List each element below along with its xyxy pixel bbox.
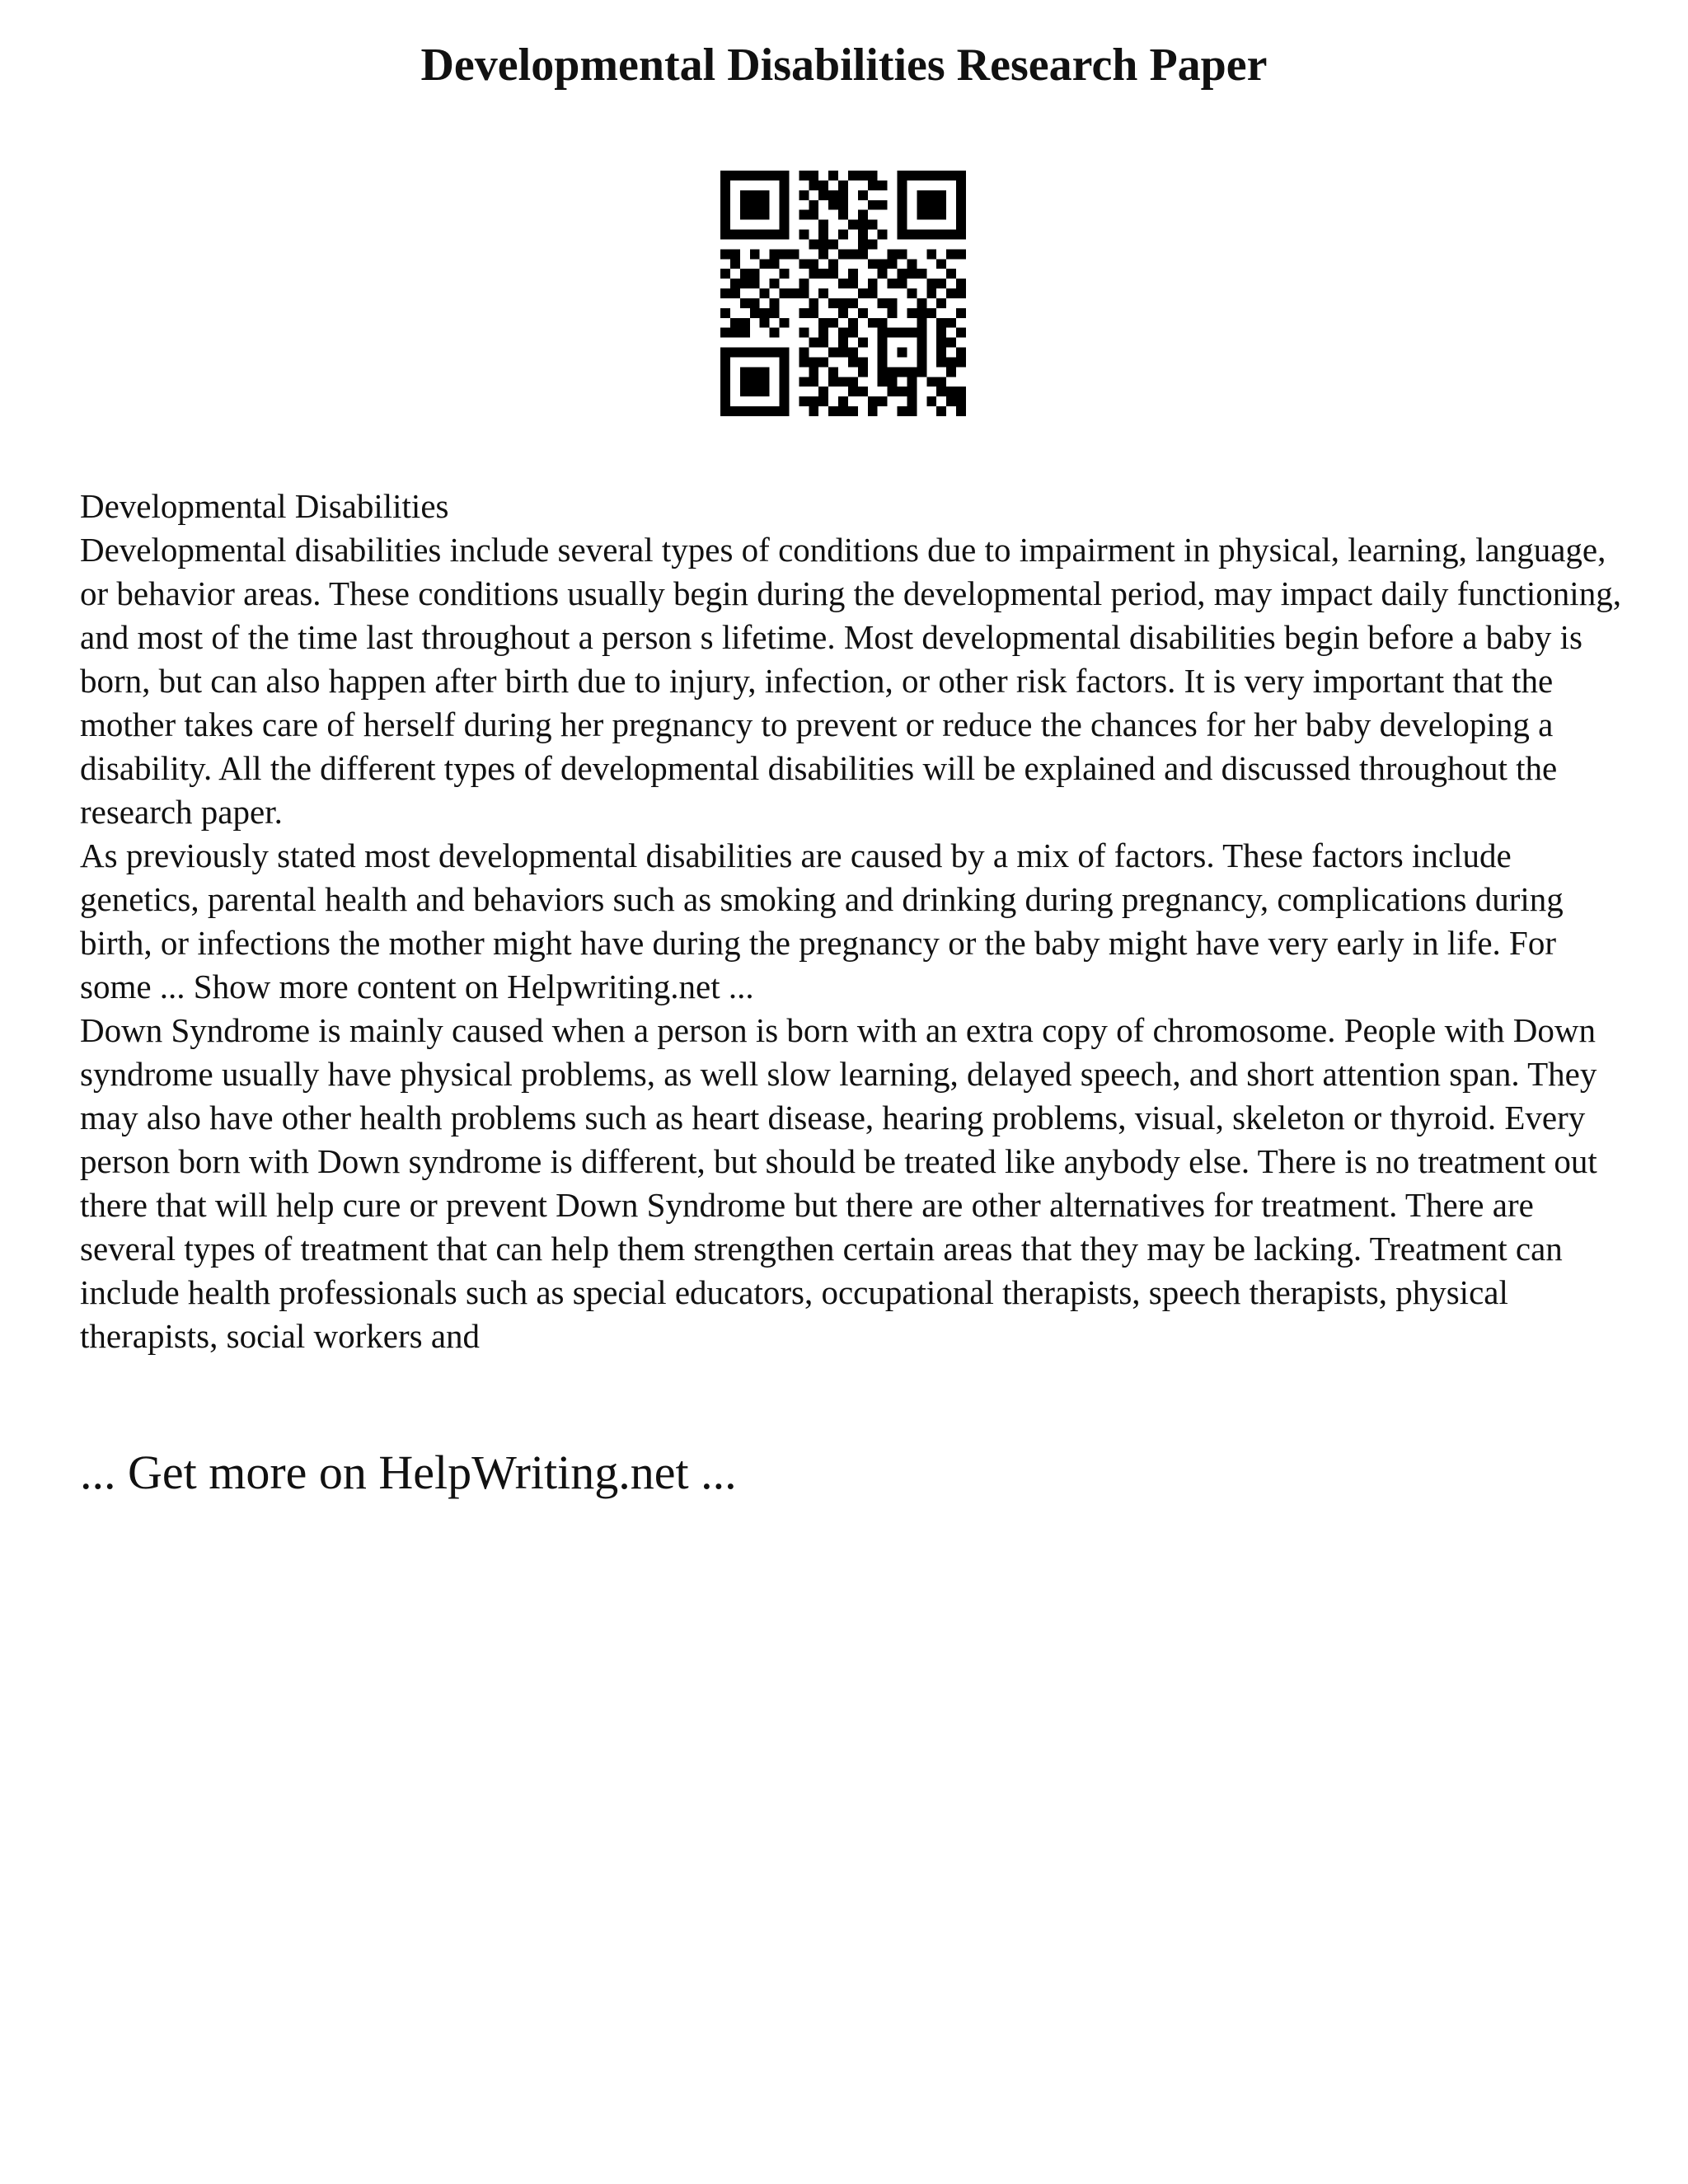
paragraph-causes: As previously stated most developmental disabilities are caused by a mix of factors. These factors include genetics, parental health and behaviors such as smoking and drinking during pregnancy, complications during birth, or infections the mother might have during the pregnancy or the baby might have very early in life. For some ... Show more content on Helpwriting.net ... <box>80 837 1564 1005</box>
qr-code <box>720 171 966 416</box>
paragraph-intro: Developmental disabilities include several types of conditions due to impairment in physical, learning, language, or behavior areas. These conditions usually begin during the developmental period, may impact daily functioning, and most of the time last throughout a person s lifetime. Most developmental disabilities begin before a baby is born, but can also happen after birth due to injury, infection, or other risk factors. It is very important that the mother takes care of herself during her pregnancy to prevent or reduce the chances for her baby developing a disability. All the different types of developmental disabilities will be explained and discussed throughout the research paper. <box>80 531 1621 831</box>
document-body <box>80 485 1629 1358</box>
document-title: Developmental Disabilities Research Paper <box>420 40 1268 91</box>
paragraph-down-syndrome: Down Syndrome is mainly caused when a person is born with an extra copy of chromosome. People with Down syndrome usually have physical problems, as well slow learning, delayed speech, and short attention span. They may also have other health problems such as heart disease, hearing problems, visual, skeleton or thyroid. Every person born with Down syndrome is different, but should be treated like anybody else. There is no treatment out there that will help cure or prevent Down Syndrome but there are other alternatives for treatment. There are several types of treatment that can help them strengthen certain areas that they may be lacking. Treatment can include health professionals such as special educators, occupational therapists, speech therapists, physical therapists, social workers and <box>80 1011 1597 1355</box>
section-heading: Developmental Disabilities <box>80 487 449 525</box>
get-more-link[interactable]: ... Get more on HelpWriting.net ... <box>80 1446 737 1499</box>
